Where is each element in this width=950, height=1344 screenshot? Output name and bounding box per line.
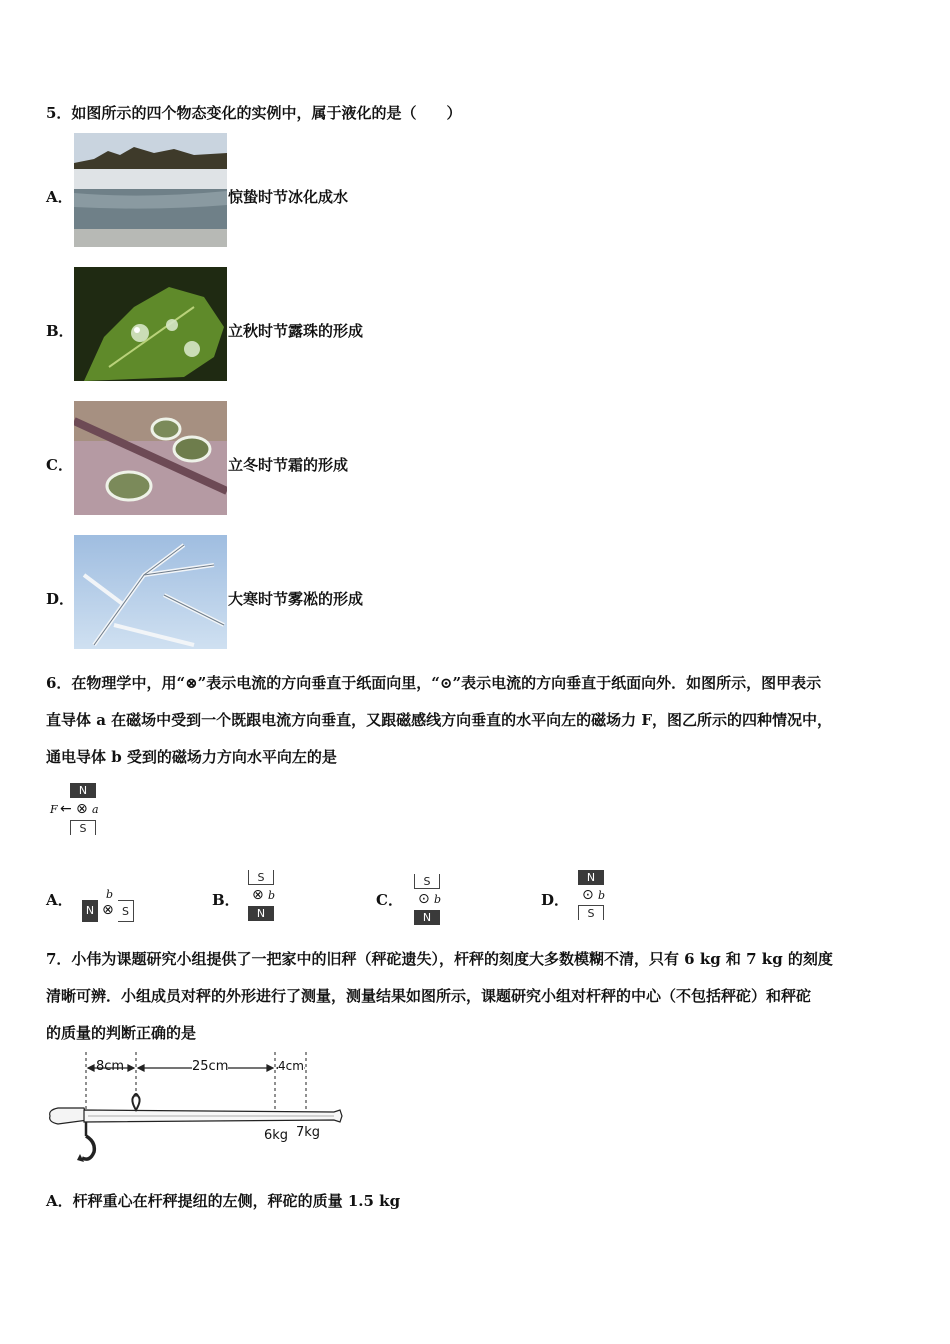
current-into-page-icon: ⊗: [76, 801, 88, 817]
q5-option-d-text: 大寒时节雾凇的形成: [228, 590, 364, 608]
q5-option-a-text: 惊蛰时节冰化成水: [228, 188, 349, 206]
conductor-label: a: [92, 803, 99, 816]
q5-option-b-image: [74, 267, 227, 381]
q6-figure-main: [48, 783, 108, 839]
magnet-n-pole: N: [578, 870, 604, 885]
q5-option-c-letter: C．: [46, 456, 73, 474]
magnet-s-pole: S: [414, 874, 440, 889]
conductor-label: b: [598, 889, 606, 902]
q6-option-b-letter: B．: [212, 891, 240, 909]
force-arrow-icon: ←: [60, 801, 72, 817]
current-out-of-page-icon: ⊙: [582, 887, 594, 903]
q6-option-b-figure: [244, 868, 284, 926]
q7-option-a: A．杆秤重心在杆秤提纽的左侧，秤砣的质量 1.5 kg: [46, 1192, 401, 1210]
magnet-s-pole: S: [70, 820, 96, 835]
q6-option-c-letter: C．: [376, 891, 403, 909]
q6-option-a-letter: A．: [46, 891, 73, 909]
magnet-s-pole: S: [578, 905, 604, 920]
q5-option-c-text: 立冬时节霜的形成: [228, 456, 349, 474]
q7-steelyard-figure: [44, 1050, 346, 1168]
q5-option-b-letter: B．: [46, 322, 74, 340]
q7-stem-line-2: 清晰可辨．小组成员对秤的外形进行了测量，测量结果如图所示，课题研究小组对杆秤的中心（不包括秤砣）和秤砣: [46, 987, 812, 1005]
distance-label-2: 25cm: [192, 1059, 229, 1074]
magnet-n-pole: N: [82, 900, 98, 922]
q6-option-c-figure: [410, 872, 450, 928]
q5-option-a-image: [74, 133, 227, 247]
q6-option-a-figure: [78, 886, 138, 926]
q5-option-d-letter: D．: [46, 590, 75, 608]
q6-stem-line-1: 6．在物理学中，用“⊗”表示电流的方向垂直于纸面向里，“⊙”表示电流的方向垂直于纸面向外．如图所示，图甲表示: [46, 674, 822, 692]
current-into-page-icon: ⊗: [252, 887, 264, 903]
magnet-s-pole: S: [248, 870, 274, 885]
q7-stem-line-1: 7．小伟为课题研究小组提供了一把家中的旧秤（秤砣遗失），杆秤的刻度大多数模糊不清，只有 6 kg 和 7 kg 的刻度: [46, 950, 833, 968]
q6-stem-line-3: 通电导体 b 受到的磁场力方向水平向左的是: [46, 748, 337, 766]
conductor-label: b: [268, 889, 276, 902]
force-label: F: [50, 803, 58, 816]
magnet-n-pole: N: [248, 906, 274, 921]
scale-mark-6kg: 6kg: [264, 1128, 289, 1143]
magnet-s-pole: S: [118, 900, 134, 922]
q5-stem: 5．如图所示的四个物态变化的实例中，属于液化的是（ ）: [46, 104, 462, 122]
distance-label-1: 8cm: [96, 1059, 125, 1074]
q5-option-a-letter: A．: [46, 188, 73, 206]
conductor-label: b: [106, 888, 114, 901]
q6-stem-line-2: 直导体 a 在磁场中受到一个既跟电流方向垂直，又跟磁感线方向垂直的水平向左的磁场力 F，图乙所示的四种情况中，: [46, 711, 833, 729]
q5-option-d-image: [74, 535, 227, 649]
q6-option-d-letter: D．: [541, 891, 570, 909]
conductor-label: b: [434, 893, 442, 906]
q6-option-d-figure: [574, 868, 614, 924]
q5-option-c-image: [74, 401, 227, 515]
magnet-n-pole: N: [414, 910, 440, 925]
scale-mark-7kg: 7kg: [296, 1125, 321, 1140]
distance-label-3: 4cm: [278, 1059, 304, 1073]
current-out-of-page-icon: ⊙: [418, 891, 430, 907]
q5-option-b-text: 立秋时节露珠的形成: [228, 322, 364, 340]
current-into-page-icon: ⊗: [102, 902, 114, 918]
magnet-n-pole: N: [70, 783, 96, 798]
q7-stem-line-3: 的质量的判断正确的是: [46, 1024, 197, 1042]
